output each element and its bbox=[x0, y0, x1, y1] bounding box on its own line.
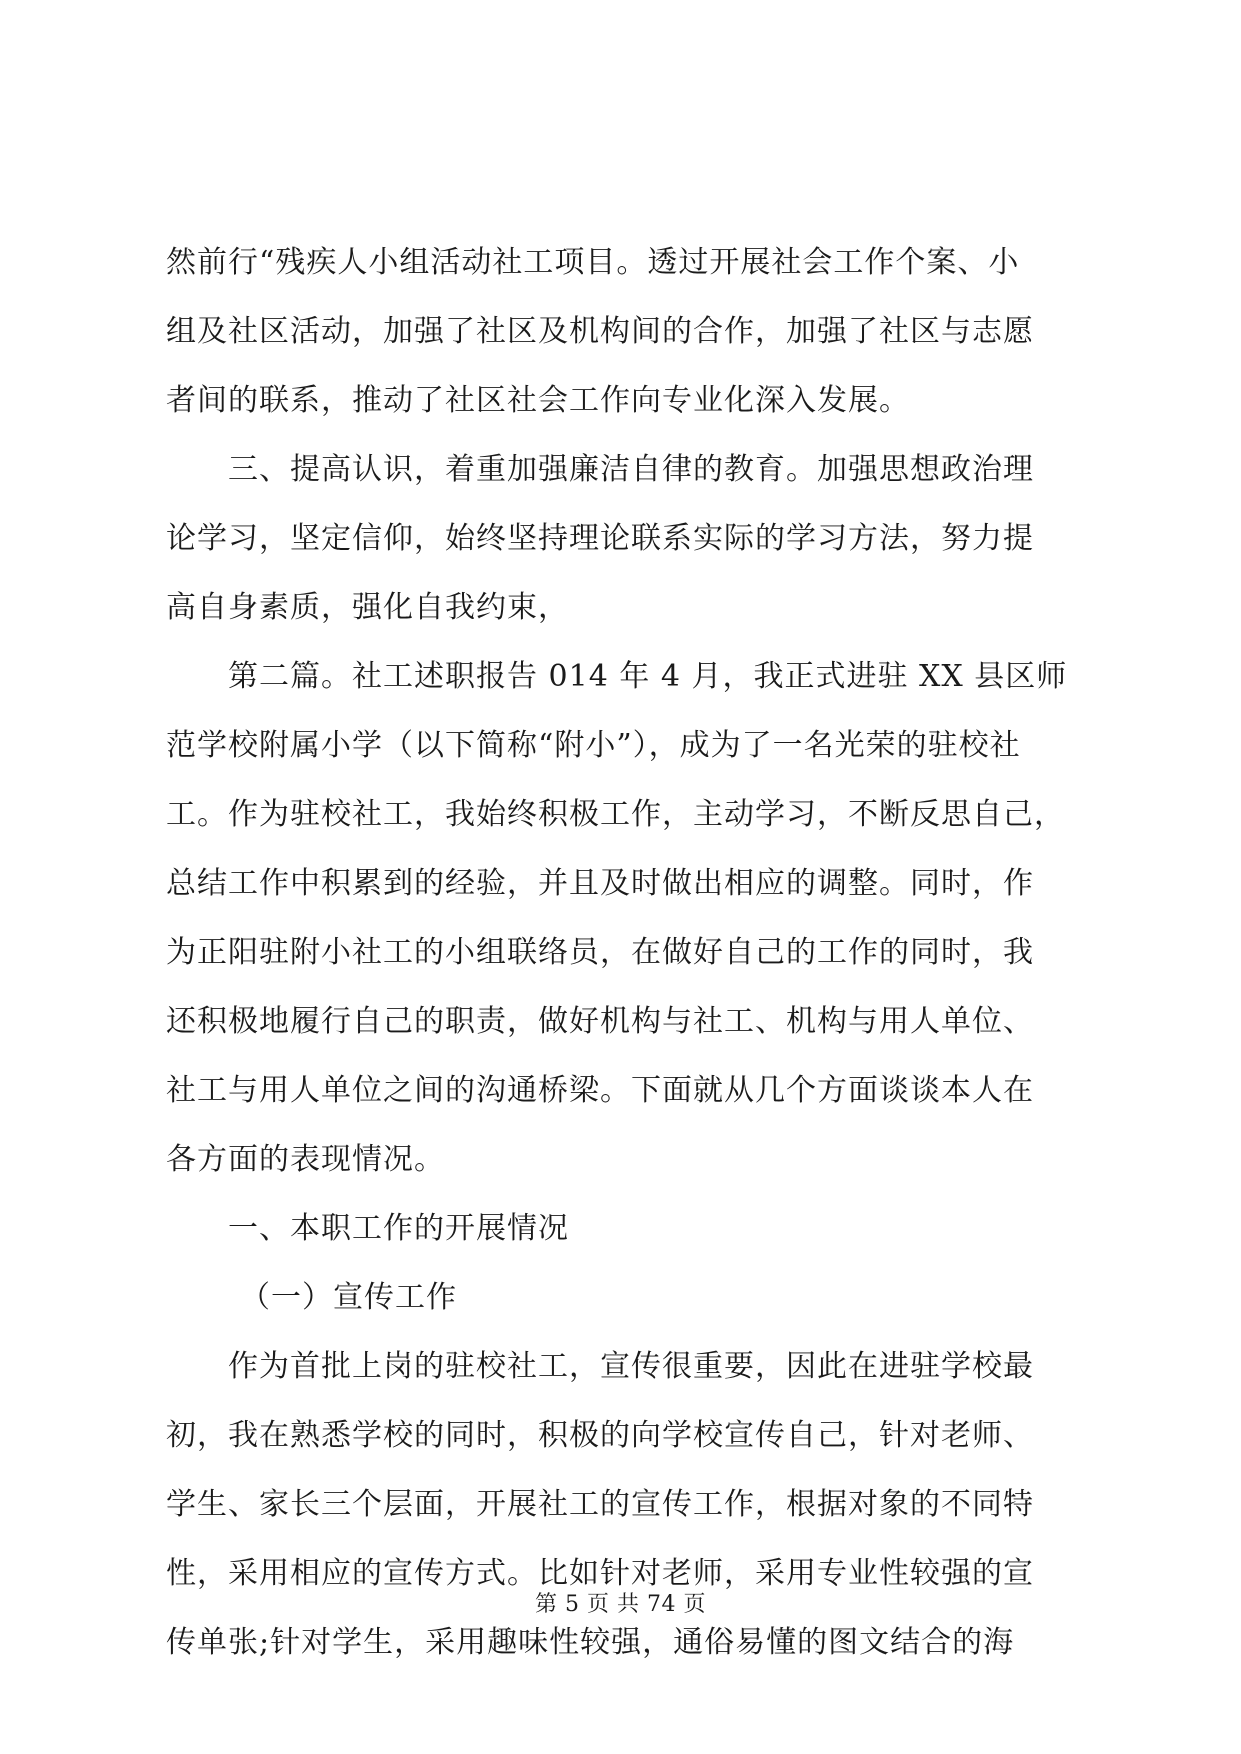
text-line: 然前行“残疾人小组活动社工项目。透过开展社会工作个案、小 bbox=[166, 245, 1020, 280]
text-line: 还积极地履行自己的职责，做好机构与社工、机构与用人单位、 bbox=[166, 1004, 1034, 1039]
text-line: 者间的联系，推动了社区社会工作向专业化深入发展。 bbox=[166, 383, 910, 418]
section-heading: 一、本职工作的开展情况 bbox=[228, 1211, 569, 1246]
paragraph-start-line: 作为首批上岗的驻校社工，宣传很重要，因此在进驻学校最 bbox=[228, 1349, 1034, 1384]
text-line: 社工与用人单位之间的沟通桥梁。下面就从几个方面谈谈本人在 bbox=[166, 1073, 1034, 1108]
subsection-heading: （一）宣传工作 bbox=[240, 1280, 457, 1315]
text-line: 总结工作中积累到的经验，并且及时做出相应的调整。同时，作 bbox=[166, 866, 1034, 901]
text-line: 传单张;针对学生，采用趣味性较强，通俗易懂的图文结合的海 bbox=[166, 1625, 1015, 1660]
text-line: 论学习，坚定信仰，始终坚持理论联系实际的学习方法，努力提 bbox=[166, 521, 1034, 556]
text-line: 范学校附属小学（以下简称“附小”），成为了一名光荣的驻校社 bbox=[166, 728, 1021, 763]
text-line: 组及社区活动，加强了社区及机构间的合作，加强了社区与志愿 bbox=[166, 314, 1034, 349]
text-line: 为正阳驻附小社工的小组联络员，在做好自己的工作的同时，我 bbox=[166, 935, 1034, 970]
paragraph-start-line: 第二篇。社工述职报告 014 年 4 月，我正式进驻 XX 县区师 bbox=[228, 659, 1068, 694]
page-number-footer: 第 5 页 共 74 页 bbox=[535, 1592, 706, 1617]
text-line: 性，采用相应的宣传方式。比如针对老师，采用专业性较强的宣 bbox=[166, 1556, 1034, 1591]
text-line: 初，我在熟悉学校的同时，积极的向学校宣传自己，针对老师、 bbox=[166, 1418, 1034, 1453]
text-line: 学生、家长三个层面，开展社工的宣传工作，根据对象的不同特 bbox=[166, 1487, 1034, 1522]
text-line: 高自身素质，强化自我约束， bbox=[166, 590, 569, 625]
text-line: 各方面的表现情况。 bbox=[166, 1142, 445, 1177]
document-body bbox=[166, 228, 1091, 1677]
paragraph-start-line: 三、提高认识，着重加强廉洁自律的教育。加强思想政治理 bbox=[228, 452, 1034, 487]
text-line: 工。作为驻校社工，我始终积极工作，主动学习，不断反思自己， bbox=[166, 797, 1065, 832]
